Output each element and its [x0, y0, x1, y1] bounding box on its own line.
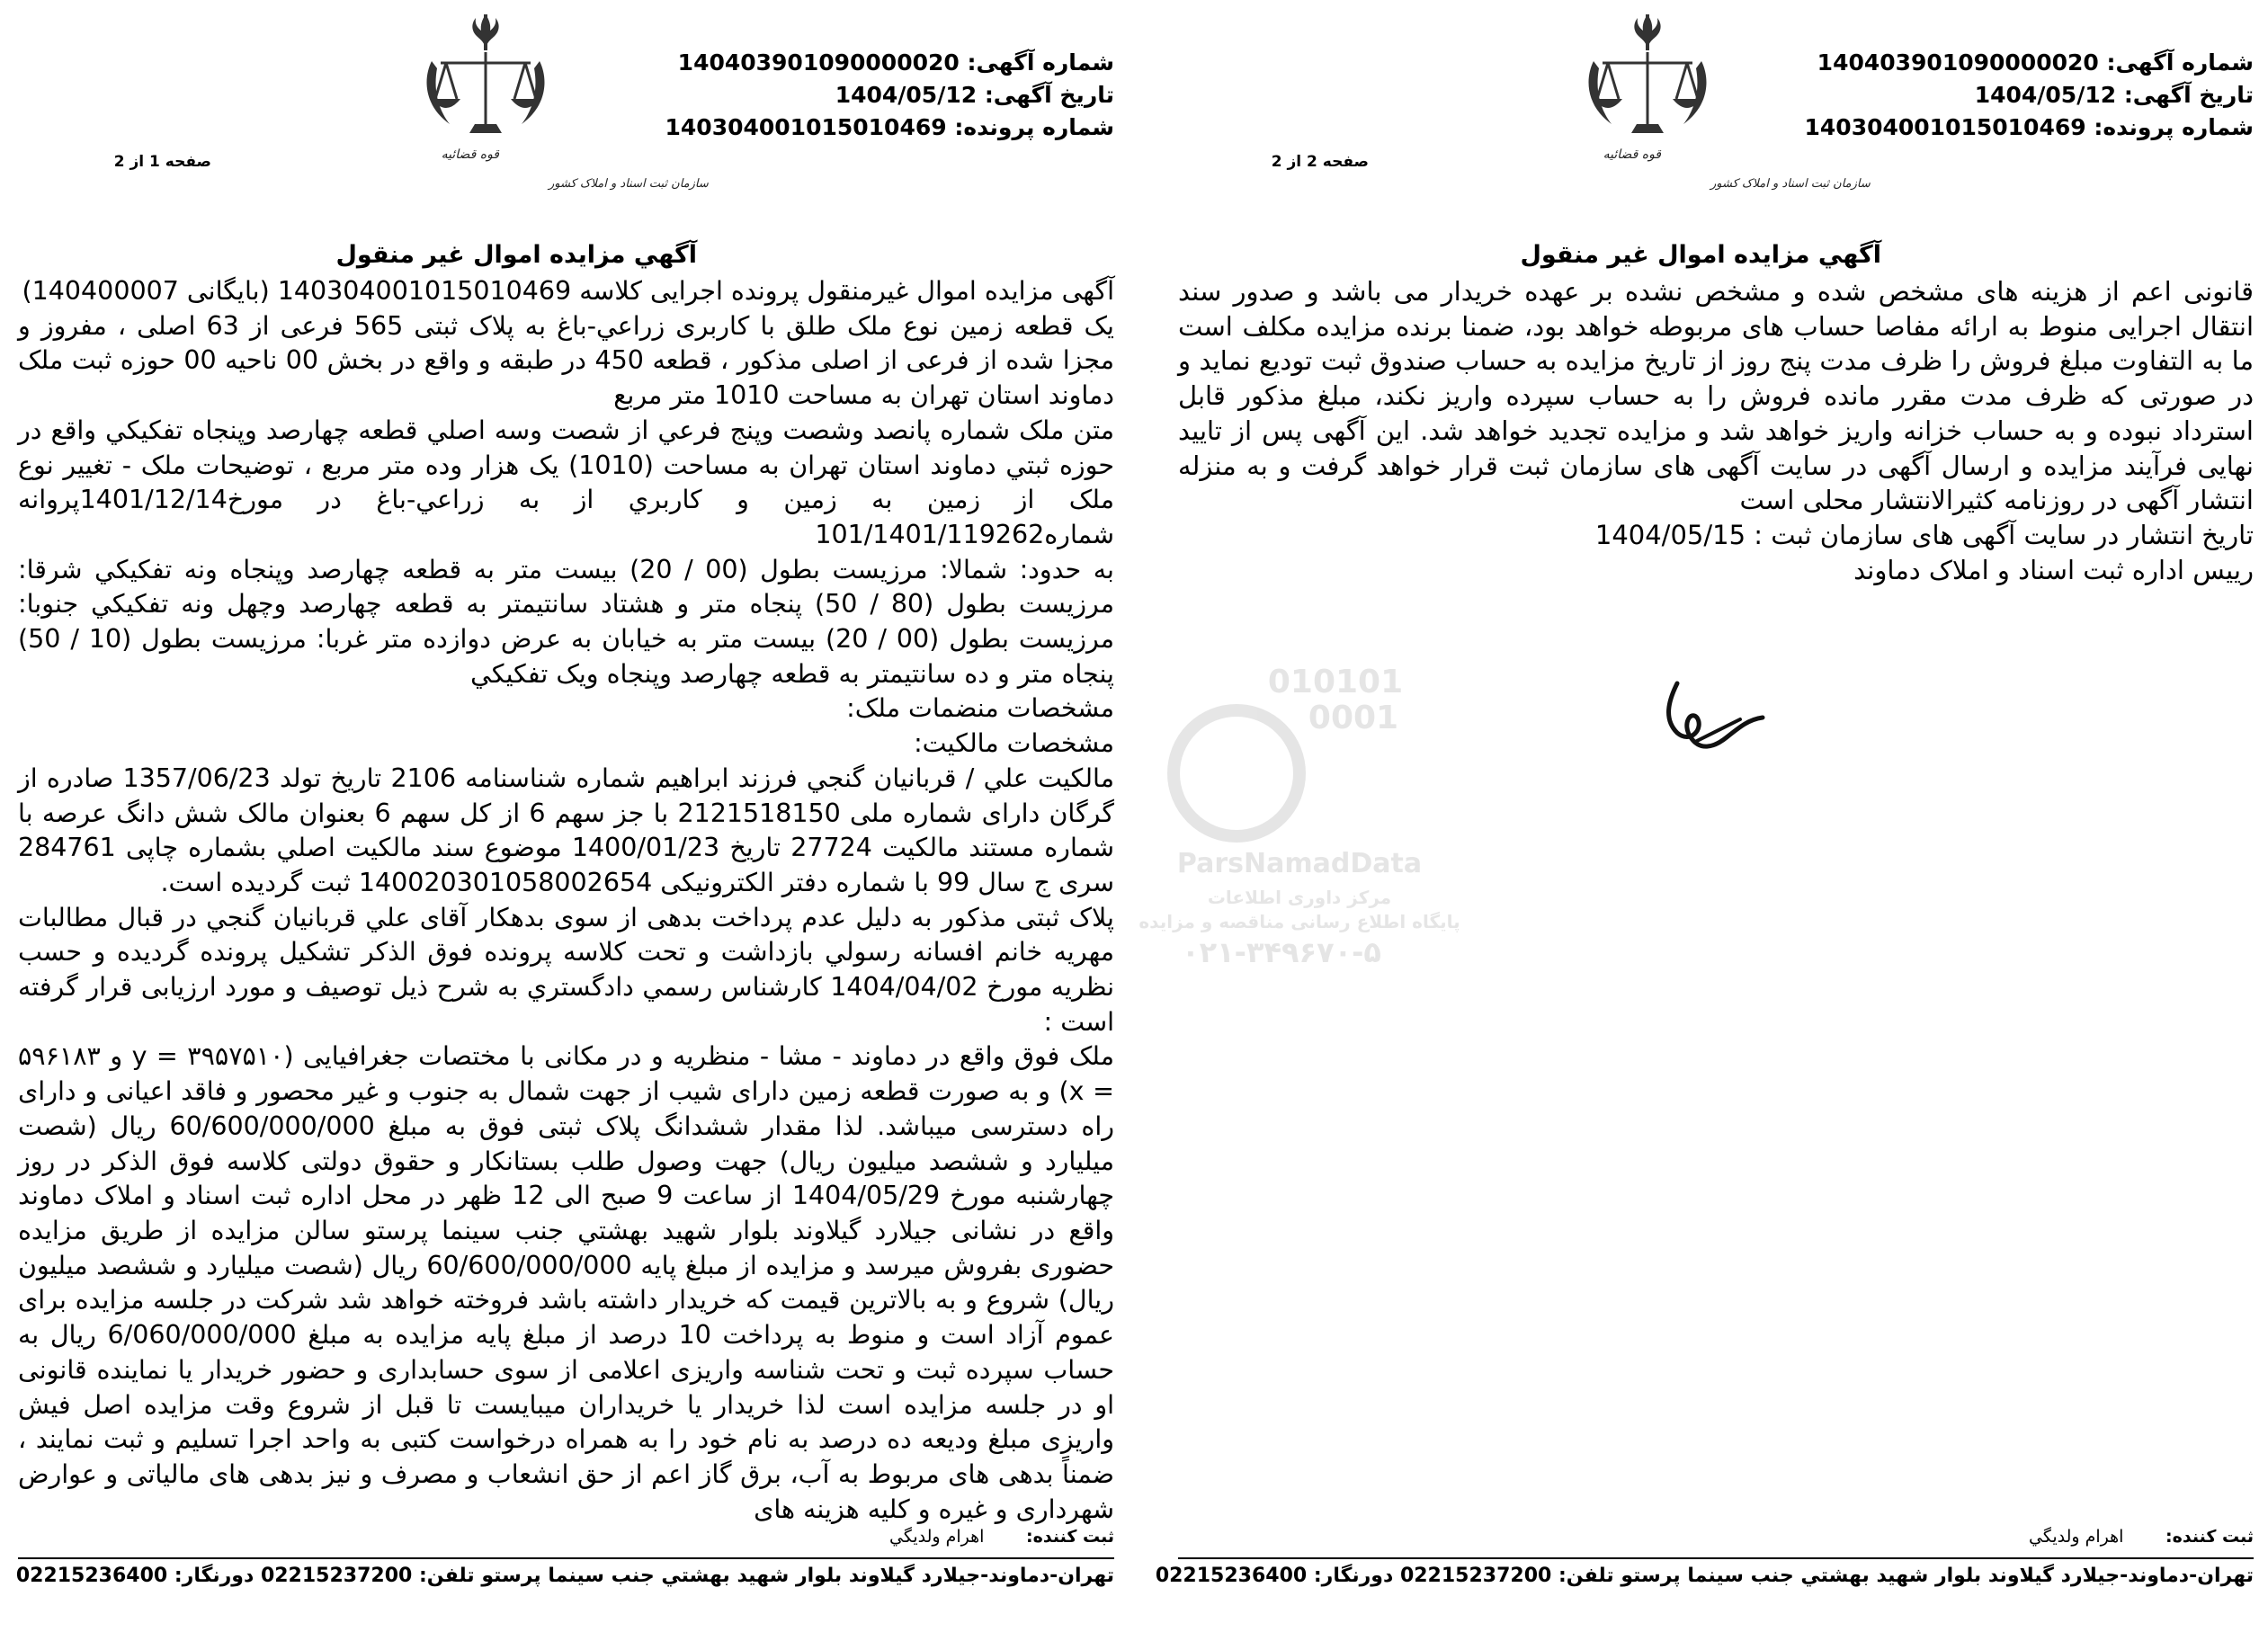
watermark-caption-1: مرکز داوری اطلاعات [1207, 887, 1392, 908]
paragraph: مالكيت علي / قربانيان گنجي فرزند ابراهيم شماره شناسنامه 2106 تاريخ تولد 1357/06/23 صادره از گرگان دارای شماره ملی 2121518150 با جز سهم 6 از كل سهم 6 بعنوان مالک شش دانگ عرصه با شماره مستند مالكيت 27724 تاريخ 1400/01/23 موضوع سند مالكيت اصلي بشماره چاپی 284761 سری ج سال 99 با شماره دفتر الكترونيكی 140020301058002654 ثبت گرديده است. [18, 763, 1115, 897]
registrar [889, 1527, 1114, 1547]
signature-icon [1641, 665, 1785, 773]
paragraph: متن ملک شماره پانصد وشصت وپنج فرعي از شصت وسه اصلي قطعه چهارصد وپنجاه تفكيكي واقع در حوزه ثبتي دماوند استان تهران به مساحت (1010) يک هزار وده متر مربع ، توضيحات ملک - تغيير نوع ملک از زمين به زمين و كاربري از به زراعي-باغ در مورخ1401/12/14پروانه شماره101/1401/119262 [18, 415, 1114, 549]
watermark-digits-2: 0001 [1308, 700, 1399, 736]
watermark-digits-1: 010101 [1267, 664, 1404, 700]
document-title: آگهي مزايده اموال غير منقول [335, 241, 697, 269]
paragraph: پلاک ثبتی مذكور به دليل عدم پرداخت بدهی از سوی بدهكار آقای علي قربانيان گنجي در قبال مطالبات مهريه خانم افسانه رسولي بازداشت و تحت كلاسه پرونده فوق الذكر تشكيل پرونده گرديده و حسب نظريه مورخ 1404/04/02 كارشناس رسمي دادگستري به شرح ذيل توصيف و مورد ارزيابی قرار گرفته است : [18, 902, 1115, 1037]
ad-date: تاریخ آگهی: 1404/05/12 [1974, 82, 2254, 108]
ad-date: تاریخ آگهی: 1404/05/12 [835, 82, 1114, 108]
registrar-name: اهرام ولديگي [888, 1527, 985, 1547]
footer-divider [18, 1557, 1114, 1559]
ad-number: شماره آگهی: 140403901090000020 [677, 49, 1114, 76]
paragraph: قانونی اعم از هزينه های مشخص شده و مشخص نشده بر عهده خريدار می باشد و صدور سند انتقال اجرايی منوط به ارائه مفاصا حساب های مربوطه خواهد بود، ضمنا برنده مزايده مكلف است ما به التفاوت مبلغ فروش را ظرف مدت پنج روز از تاريخ مزايده به حساب صندوق ثبت توديع نمايد و در صورتی كه ظرف مدت مقرر مانده فروش را به حساب سپرده واريز نكند، مبلغ مذكور قابل استرداد نبوده و به حساب خزانه واريز خواهد شد و مزايده تجديد خواهد شد. اين آگهی پس از تاييد نهايی فرآيند مزايده و ارسال آگهی در سايت آگهی های سازمان ثبت قرار خواهد گرفت و به منزله انتشار آگهی در روزنامه كثيرالانتشار محلی است [1178, 276, 2254, 516]
emblem-text-2: سازمان ثبت اسناد و املاک کشور [549, 177, 709, 191]
paragraph: ملک فوق واقع در دماوند - مشا - منظريه و در مكانی با مختصات جغرافيايی (y = ۳۹۵۷۵۱۰ و ۵۹۶۱۸۳ = x) و به صورت قطعه زمين دارای شيب از جهت شمال به جنوب و غير محصور و فاقد اعيانی و دارای راه دسترسی ميباشد. لذا مقدار ششدانگ پلاک ثبتی فوق به مبلغ 60/600/000/000 ريال (شصت ميليارد و ششصد ميليون ريال) جهت وصول طلب بستانكار و حقوق دولتی كلاسه فوق الذكر در روز چهارشنبه مورخ 1404/05/29 از ساعت 9 صبح الی 12 ظهر در محل اداره ثبت اسناد و املاک دماوند واقع در نشانی جيلارد گيلاوند بلوار شهيد بهشتي جنب سينما پرستو سالن مزايده از طريق مزايده حضوری بفروش ميرسد و مزايده از مبلغ پايه 60/600/000/000 ريال (شصت ميليارد و ششصد ميليون ريال) شروع و به بالاترين قيمت كه خريدار داشته باشد فروخته خواهد شد شركت در جلسه مزايده برای عموم آزاد است و منوط به پرداخت 10 درصد از مبلغ پايه مزايده به مبلغ 6/060/000/000 ريال به حساب سپرده ثبت و تحت شناسه واريزی اعلامی از سوی حسابداری و حضور خريدار يا نماينده قانونی او در جلسه مزايده است لذا خريدار يا خريداران ميبايست تا قبل از شروع وقت مزايده اصل فيش واريزی مبلغ وديعه ده درصد به نام خود را به همراه درخواست كتبی به واحد اجرا تسليم و ثبت نمايند ، ضمناً بدهی های مربوط به آب، برق گاز اعم از حق انشعاب و مصرف و نيز بدهی های مالياتی و عوارض شهرداری و غيره و كليه هزينه های [18, 1041, 1115, 1524]
registrar [2029, 1527, 2254, 1547]
watermark-brand: ParsNamadData [1176, 848, 1423, 879]
signatory-title: رييس اداره ثبت اسناد و املاک دماوند [1853, 554, 2254, 585]
registrar-label: ثبت كننده: [2165, 1527, 2254, 1547]
header-info [1805, 47, 2254, 144]
document-title: آگهي مزايده اموال غير منقول [1520, 241, 1881, 269]
header-info [665, 47, 1114, 144]
office-address: تهران-دماوند-جيلارد گيلاوند بلوار شهيد بهشتي جنب سينما پرستو تلفن: 02215237200 دورنگار: 02215236400 [15, 1565, 1114, 1587]
paragraph: يک قطعه زمين نوع ملک طلق با كاربری زراعي-باغ به پلاک ثبتی 565 فرعی از 63 اصلی ، مفروز و مجزا شده از فرعی از اصلی مذكور ، قطعه 450 در طبقه و واقع در بخش 00 ناحيه 00 حوزه ثبت ملک دماوند استان تهران به مساحت 1010 متر مربع [18, 310, 1115, 411]
watermark-phone: ۰۲۱-۳۴۹۶۷۰-۵ [1182, 935, 1381, 969]
ad-number: شماره آگهی: 140403901090000020 [1817, 49, 2254, 76]
emblem-text-2: سازمان ثبت اسناد و املاک کشور [1710, 177, 1871, 191]
registrar-name: اهرام ولديگي [2028, 1527, 2124, 1547]
footer-divider [1178, 1557, 2254, 1559]
emblem-text-1: قوه قضائیه [441, 147, 499, 162]
case-number: شماره پرونده: 140304001015010469 [665, 114, 1114, 140]
judiciary-emblem-icon [1576, 7, 1871, 196]
judiciary-emblem-icon [414, 7, 709, 196]
case-number: شماره پرونده: 140304001015010469 [1804, 114, 2254, 140]
notice-body [18, 274, 1114, 1527]
emblem-text-1: قوه قضائیه [1603, 147, 1661, 162]
notice-body [1178, 274, 2254, 587]
office-address: تهران-دماوند-جيلارد گيلاوند بلوار شهيد بهشتي جنب سينما پرستو تلفن: 02215237200 دورنگار: 02215236400 [1155, 1565, 2254, 1587]
registrar-label: ثبت كننده: [1026, 1527, 1114, 1547]
publish-date: تاريخ انتشار در سايت آگهی های سازمان ثبت : 1404/05/15 [1594, 519, 2254, 550]
paragraph: مشخصات منضمات ملک: [846, 693, 1114, 724]
notice-page-2 [1155, 0, 2268, 1641]
page-number: صفحه 1 از 2 [113, 153, 211, 171]
paragraph: آگهی مزايده اموال غيرمنقول پرونده اجرايی كلاسه 140304001015010469 (بايگانی 140400007) [22, 276, 1114, 306]
paragraph: به حدود: شمالا: مرزيست بطول (00 / 20) بيست متر به قطعه چهارصد وپنجاه ونه تفكيكي شرقا: مرزيست بطول (80 / 50) پنجاه متر و هشتاد سانتيمتر به قطعه چهارصد وچهل ونه تفكيكي جنوبا: مرزيست بطول (00 / 20) بيست متر به خيابان به عرض دوازده متر غربا: مرزيست بطول (10 / 50) پنجاه متر و ده سانتيمتر به قطعه چهارصد وپنجاه ويک تفكيكي [18, 554, 1114, 689]
notice-page-1 [0, 0, 1129, 1641]
page-number: صفحه 2 از 2 [1271, 153, 1369, 171]
paragraph: مشخصات مالكيت: [914, 728, 1114, 759]
watermark-caption-2: پایگاه اطلاع رسانی مناقصه و مزایده [1138, 911, 1460, 932]
